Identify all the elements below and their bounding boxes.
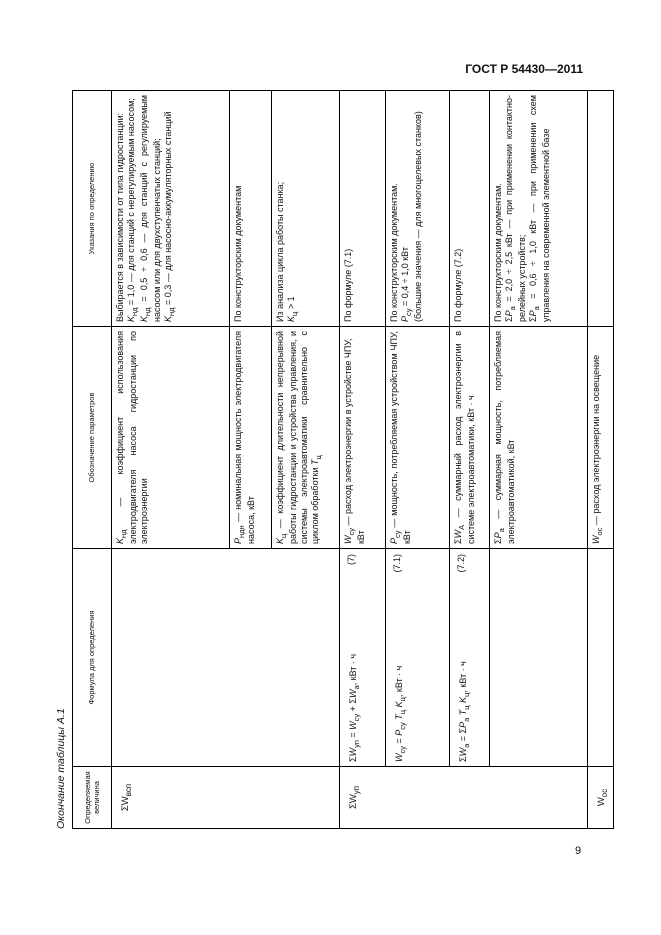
params-cell: $P_{ндн}$ — номинальная мощность электродвигателя насоса, кВт <box>230 327 272 549</box>
notes-cell: По конструкторским документам <box>230 91 272 327</box>
notes-cell <box>340 91 386 327</box>
params-cell: $\Sigma P_а$ — суммарная мощность, потребляемая электроавтоматикой, кВт <box>490 327 588 549</box>
notes-cell <box>450 91 490 327</box>
table-caption: Окончание таблицы А.1 <box>55 708 67 829</box>
quantity-cell: $W_{ос}$ <box>588 767 614 829</box>
parameters-table <box>72 90 614 829</box>
col-header-formula: Формула для определения <box>73 549 112 767</box>
table-row <box>340 91 386 829</box>
params-cell: $W_{су}$ — расход электроэнергии в устройстве ЧПУ, кВт <box>340 327 386 549</box>
params-cell: $K_{нд}$ — коэффициент использования электродвигателя насоса гидростанции по электроэнергии <box>112 327 230 549</box>
note-text: (большие значения — для многоцелевых станков) <box>412 111 423 322</box>
equation-number: (7.1) <box>392 554 402 573</box>
notes-cell: Выбирается в зависимости от типа гидростанции: $K_{нд} = 1,0$ — для станций с нерегулируемым насосом; $K_{нд} = 0,5 \div 0,6$ — для станций с регулируемым насосом или для двухступенчатых станций; $K_{нд} = 0,3$ — для насосно-аккумуляторных станций <box>112 91 230 327</box>
note-text: По формуле (7.2) <box>453 248 463 322</box>
rotated-table-block <box>55 91 609 829</box>
formula-cell: $\Sigma W_а = \Sigma P_а$ $T_ц$ $K_ц$, кВт · ч (7.2) <box>450 549 490 767</box>
quantity-cell: $\Sigma W_{всп}$ <box>112 767 340 829</box>
formula-cell <box>588 549 614 767</box>
equation-number: (7) <box>346 554 356 565</box>
col-header-quantity: Определяемая величина <box>73 767 112 829</box>
standard-header: ГОСТ Р 54430—2011 <box>465 62 583 76</box>
equation-number: (7.2) <box>456 554 466 573</box>
quantity-cell: $\Sigma W_{уп}$ <box>340 767 588 829</box>
table-row <box>386 91 450 829</box>
table-row <box>490 91 588 829</box>
params-cell: $\Sigma W_А$ — суммарный расход электроэнергии в системе электроавтоматики, кВт · ч <box>450 327 490 549</box>
note-text: По формуле (7.1) <box>343 248 353 322</box>
notes-cell: Из анализа цикла работы станка; $K_ц > 1$ <box>272 91 340 327</box>
params-cell: $W_{ос}$ — расход электроэнергии на освещение <box>588 327 614 549</box>
formula-cell: $W_{су} = P_{су}$ $T_ц$ $K_ц$, кВт · ч (7.1) <box>386 549 450 767</box>
table-header-row <box>73 91 112 829</box>
formula-cell <box>112 549 340 767</box>
notes-cell <box>588 91 614 327</box>
col-header-notes: Указания по определению <box>73 91 112 327</box>
notes-cell: По конструкторским документам. $P_{су} = 0,4 \div 1,0$ кВт (большие значения — для многоцелевых станков) <box>386 91 450 327</box>
params-cell: $P_{су}$ — мощность, потребляемая устройством ЧПУ, кВт <box>386 327 450 549</box>
formula-cell <box>490 549 588 767</box>
page-number: 9 <box>575 845 582 857</box>
formula-cell: $\Sigma W_{уп} = W_{су} + \Sigma W_а$, кВт · ч (7) <box>340 549 386 767</box>
col-header-params: Обозначение параметров <box>73 327 112 549</box>
note-text: По конструкторским документам. <box>493 183 503 322</box>
table-row <box>588 91 614 829</box>
notes-cell: По конструкторским документам. $\Sigma P_а = 2,0 \div 2,5$ кВт — при применении контактно-релейных устройств; $\Sigma P_а = 0,6 \div 1,0$ кВт — при применении схем управления на современной элементной базе <box>490 91 588 327</box>
params-cell: $K_ц$ — коэффициент длительности непрерывной работы гидростанции и устройства управления, и системы электроавтоматики сравнительно с циклом обработки $T_ц$ <box>272 327 340 549</box>
table-row <box>450 91 490 829</box>
table-row <box>112 91 230 829</box>
note-text: По конструкторским документам. <box>389 183 399 322</box>
